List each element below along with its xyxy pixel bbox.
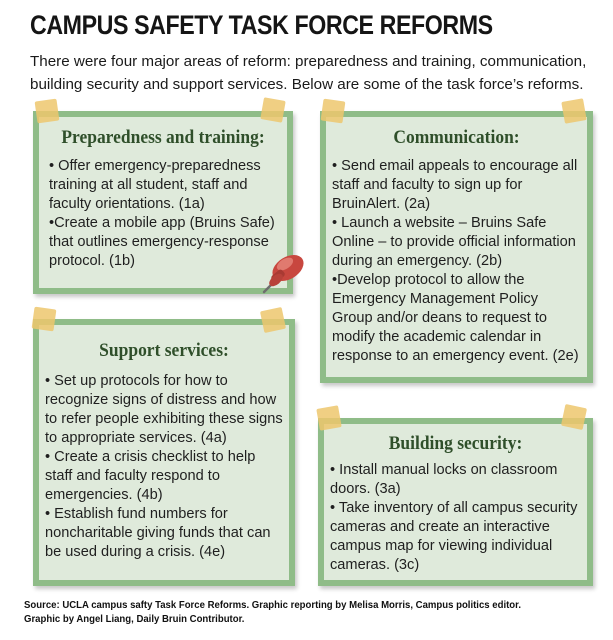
card-building-security: [318, 418, 593, 586]
list-item: • Create a crisis checklist to help staff and faculty respond to emergencies. (4b): [45, 449, 256, 503]
source-credit: Source: UCLA campus safty Task Force Reforms. Graphic reporting by Melisa Morris, Campus politics editor. Graphic by Angel Liang, Daily Bruin Contributor.: [24, 600, 522, 625]
card-list: [45, 372, 283, 562]
tape-icon: [35, 99, 60, 124]
card-list: [330, 461, 581, 575]
card-heading: Preparedness and training:: [61, 127, 265, 148]
list-item: • Send email appeals to encourage all staff and faculty to sign up for BruinAlert. (2a): [332, 158, 578, 212]
tape-icon: [561, 98, 586, 123]
list-item: • Install manual locks on classroom doors. (3a): [330, 462, 558, 497]
tape-icon: [321, 99, 346, 124]
card-support: [33, 319, 295, 586]
tape-icon: [32, 307, 57, 332]
list-item: • Take inventory of all campus security cameras and create an interactive campus map for viewing individual cameras. (3c): [330, 500, 578, 573]
card-communication: [320, 111, 593, 383]
card-heading: Building security:: [388, 433, 523, 454]
tape-icon: [316, 405, 341, 430]
list-item: • Establish fund numbers for noncharitable giving funds that can be used during a crisis. (4e): [45, 506, 271, 560]
card-heading: Support services:: [99, 340, 229, 361]
tape-icon: [260, 307, 286, 333]
pushpin-icon: [252, 248, 308, 298]
list-item: •Create a mobile app (Bruins Safe) that outlines emergency-response protocol. (1b): [49, 215, 275, 269]
card-list: [332, 157, 581, 366]
list-item: • Launch a website – Bruins Safe Online – to provide official information during an emergency. (2b): [332, 215, 576, 269]
card-list: [49, 157, 279, 271]
page-title: CAMPUS SAFETY TASK FORCE REFORMS: [30, 10, 493, 40]
list-item: • Set up protocols for how to recognize signs of distress and how to refer people exhibiting these signs to appropriate services. (4a): [45, 373, 283, 446]
card-heading: Communication:: [393, 127, 520, 148]
intro-text: There were four major areas of reform: preparedness and training, communication, building security and support services. Below are some of the task force’s reforms.: [30, 53, 587, 93]
tape-icon: [561, 404, 587, 430]
list-item: •Develop protocol to allow the Emergency Management Policy Group and/or deans to request to modify the academic calendar in response to an emergency event. (2e): [332, 272, 579, 364]
tape-icon: [260, 97, 285, 122]
list-item: • Offer emergency-preparedness training at all student, staff and faculty orientations. (1a): [49, 158, 261, 212]
